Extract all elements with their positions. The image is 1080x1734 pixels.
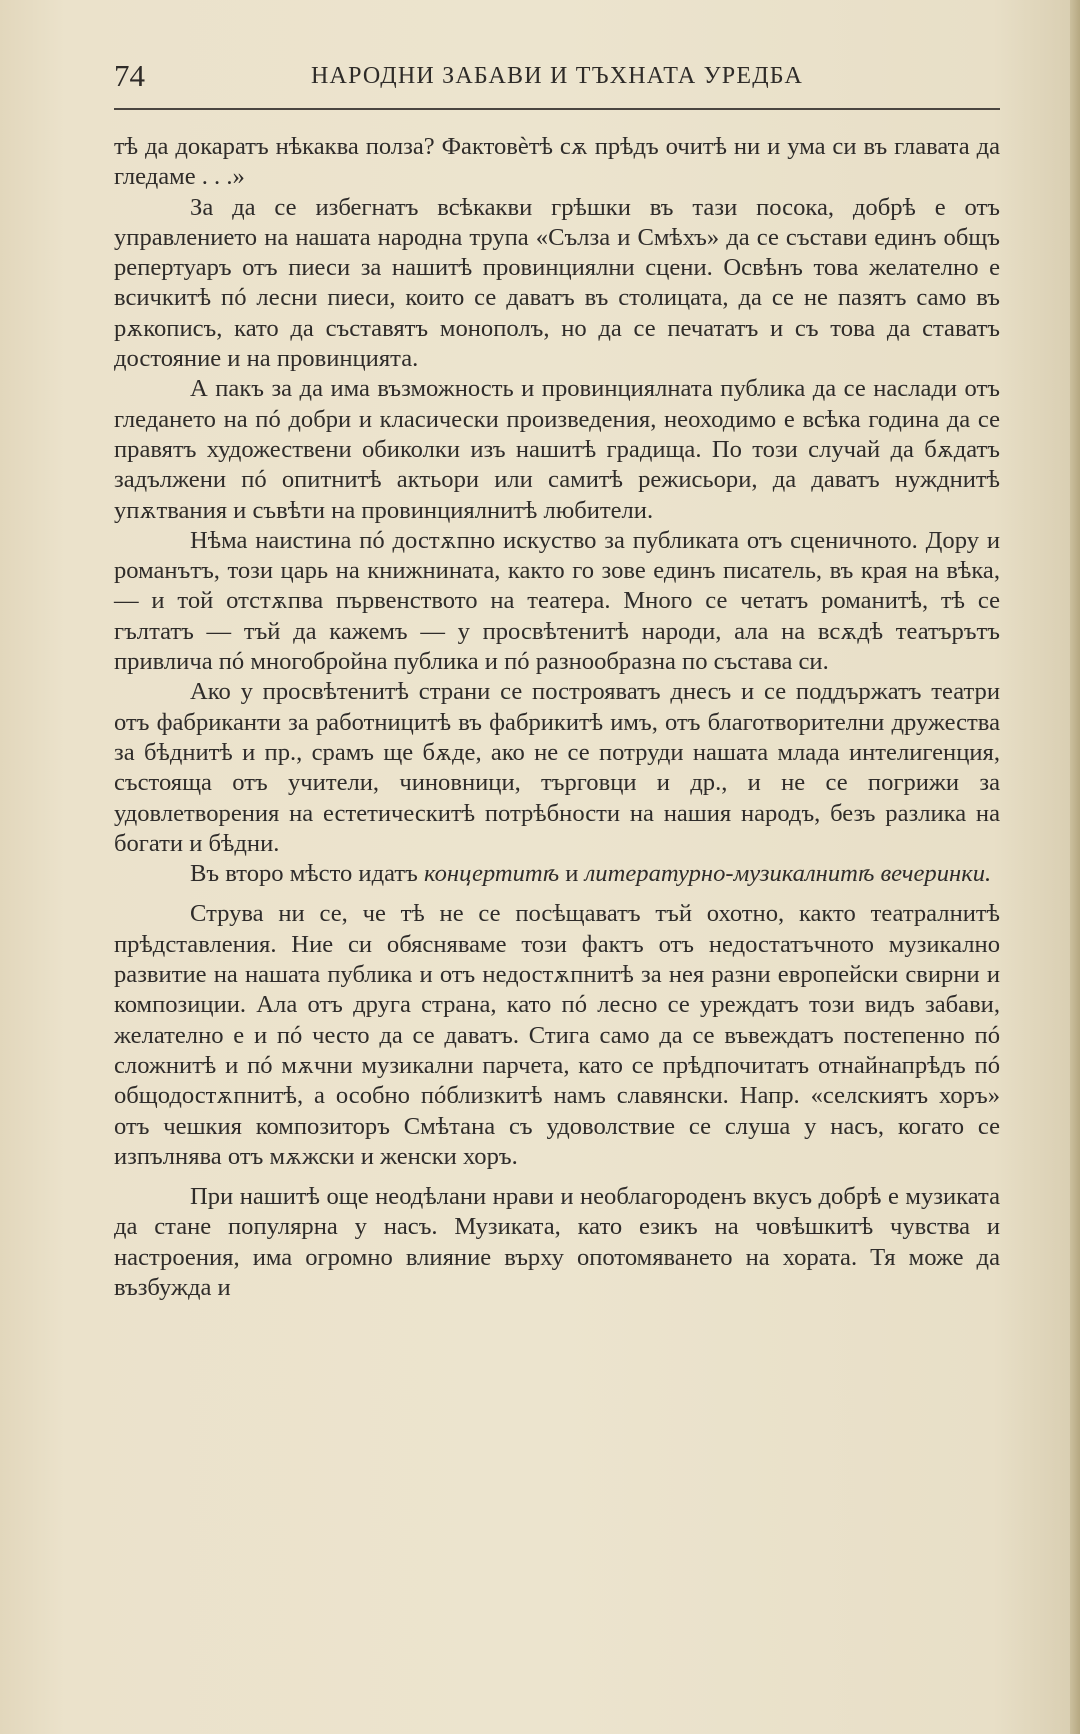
paragraph-concerts <box>114 859 1000 889</box>
running-title: НАРОДНИ ЗАБАВИ И ТЪХНАТА УРЕДБА <box>311 63 803 89</box>
evenings-italic-term: литературно-музикалнитѣ вечеринки. <box>584 860 992 888</box>
concerts-conjunction: и <box>559 860 585 888</box>
paragraph-theatre-art: Нѣма наистина пó достѫпно искуство за публиката отъ сценичното. Дору и романътъ, този царь на книжнината, както го зове единъ писатель, въ края на вѣка, — и той отстѫпва първенството на театера. Много се четатъ романитѣ, тѣ се гълтатъ — тъй да кажемъ — у просвѣтенитѣ народи, ала на всѫдѣ театърътъ привлича пó многобройна публика и пó разнообразна по състава си. <box>114 526 1000 676</box>
page-header <box>114 56 1000 96</box>
paragraph-music-popular: При нашитѣ още неодѣлани нрави и необлагороденъ вкусъ добрѣ е музиката да стане популярна у насъ. Музиката, като езикъ на човѣшкитѣ чувства и настроения, има огромно влияние върху опотомяването на хората. Тя може да възбужда и <box>114 1183 1000 1301</box>
paragraph-music-education: Струва ни се, че тѣ не се посѣщаватъ тъй охотно, както театралнитѣ прѣдставления. Ние си обясняваме този фактъ отъ недостатъчното музикално развитие на нашата публика и отъ недостѫпнитѣ за нея разни европейски свирни и композиции. Ала отъ друга страна, като пó лесно се уреждатъ този видъ забави, желателно е и пó често да се даватъ. Стига само да се въвеждатъ постепенно пó сложнитѣ и пó мѫчни музикални парчета, като се прѣдпочитатъ отнайнапрѣдъ пó общодостѫпнитѣ, а особно пóблизкитѣ намъ славянски. Напр. «селскиятъ хоръ» отъ чешкия композиторъ Смѣтана съ удоволствие се слуша у насъ, когато се изпълнява отъ мѫжски и женски хоръ. <box>114 900 1000 1170</box>
concerts-lead-text: Въ второ мѣсто идатъ <box>190 860 425 888</box>
paragraph-continuation: тѣ да докаратъ нѣкаква полза? Фактовѐтѣ сѫ прѣдъ очитѣ ни и ума си въ главата да гледаме . . .» <box>114 133 1000 191</box>
body-text <box>114 132 1000 1303</box>
paragraph-repertoire: За да се избегнатъ всѣкакви грѣшки въ тази посока, добрѣ е отъ управлението на нашата народна трупа «Сълза и Смѣхъ» да се състави единъ общъ репертуаръ отъ пиеси за нашитѣ провинциялни сцени. Освѣнъ това желателно е всичкитѣ пó лесни пиеси, които се даватъ въ столицата, да се не пазятъ само въ рѫкописъ, като да съставятъ монополъ, но да се печататъ и съ това да ставатъ достояние и на провинцията. <box>114 193 1000 373</box>
page-number: 74 <box>114 58 145 93</box>
paragraph-tours: А пакъ за да има възможность и провинциялната публика да се наслади отъ гледането на пó добри и класически произведения, неоходимо е всѣка година да се правятъ художествени обиколки изъ нашитѣ градища. По този случай да бѫдатъ задължени пó опитнитѣ актьори или самитѣ режисьори, да даватъ нужднитѣ упѫтвания и съвѣти на провинциялнитѣ любители. <box>114 375 1000 524</box>
paragraph-theatre-support: Ако у просвѣтенитѣ страни се построяватъ днесъ и се поддържатъ театри отъ фабриканти за работницитѣ въ фабрикитѣ имъ, отъ благотворителни дружества за бѣднитѣ и пр., срамъ ще бѫде, ако не се потруди нашата млада интелигенция, състояща отъ учители, чиновници, търговци и др., и не се погрижи за удовлетворения на естетическитѣ потрѣбности на нашия народъ, безъ разлика на богати и бѣдни. <box>114 678 1000 857</box>
header-rule <box>114 108 1000 110</box>
concerts-italic-term: концертитѣ <box>424 860 560 888</box>
page-edge-shadow <box>1070 0 1080 1734</box>
